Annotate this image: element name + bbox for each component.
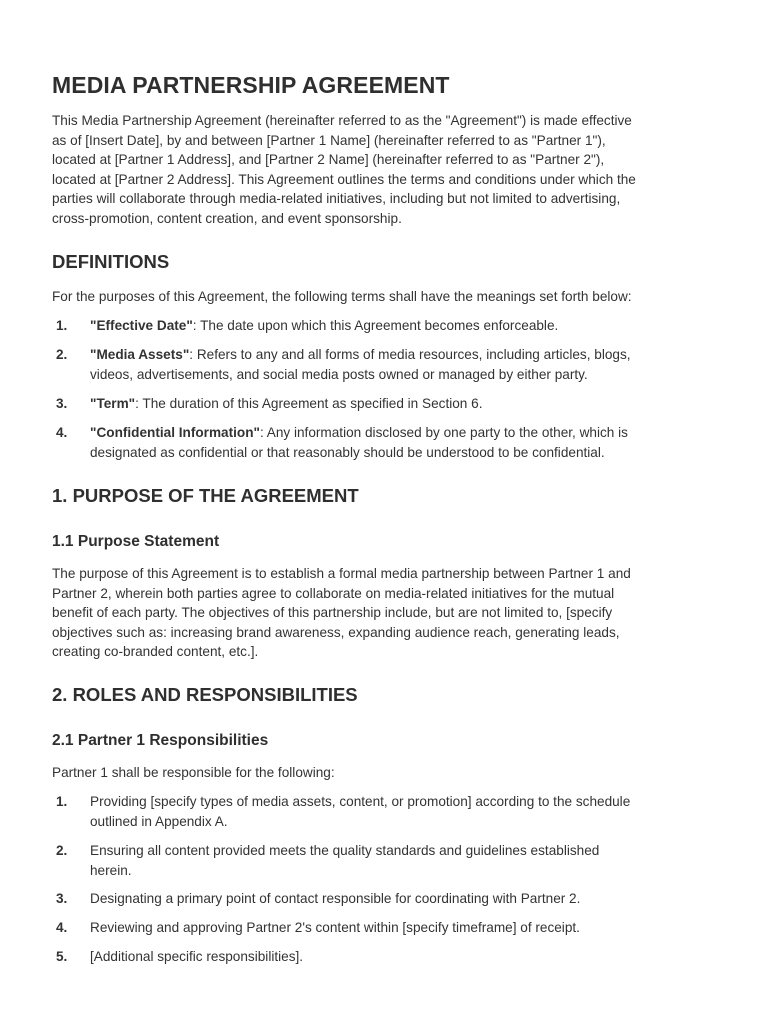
list-number: 2. (56, 843, 68, 858)
purpose-line: Partner 2, wherein both parties agree to collaborate on media-related initiatives for the mutual (52, 585, 615, 601)
responsibilities-lead: Partner 1 shall be responsible for the following: (52, 765, 335, 780)
purpose-paragraph (52, 564, 732, 662)
definitions-lead: For the purposes of this Agreement, the following terms shall have the meanings set forth below: (52, 289, 632, 304)
document-title: MEDIA PARTNERSHIP AGREEMENT (52, 72, 450, 98)
definition-text: : Any information disclosed by one party to the other, which is (259, 425, 628, 440)
purpose-line: benefit of each party. The objectives of this partnership include, but are not limited to, [specify (52, 605, 613, 620)
responsibility-text: [Additional specific responsibilities]. (90, 949, 304, 964)
section-2-heading: 2. ROLES AND RESPONSIBILITIES (52, 684, 358, 705)
intro-line: parties will collaborate through media-related initiatives, including but not limited to advertising, (52, 191, 621, 206)
list-number: 1. (56, 794, 68, 809)
section-1-1-heading: 1.1 Purpose Statement (52, 533, 220, 550)
definition-term: "Term" (90, 396, 136, 411)
responsibility-text: outlined in Appendix A. (90, 813, 228, 829)
section-2-1-heading: 2.1 Partner 1 Responsibilities (52, 732, 269, 749)
section-1-heading: 1. PURPOSE OF THE AGREEMENT (52, 485, 359, 506)
responsibility-text: Designating a primary point of contact responsible for coordinating with Partner 2. (90, 891, 581, 906)
intro-line: as of [Insert Date], by and between [Partner 1 Name] (hereinafter referred to as "Partner 1"), (52, 132, 606, 148)
intro-line: located at [Partner 1 Address], and [Partner 2 Name] (hereinafter referred to as "Partner 2"), (52, 152, 605, 167)
definition-term: "Effective Date" (90, 318, 193, 333)
definition-text: : The duration of this Agreement as specified in Section 6. (135, 396, 483, 411)
intro-paragraph (52, 111, 732, 228)
list-number: 4. (56, 920, 68, 935)
definition-text: videos, advertisements, and social media posts owned or managed by either party. (90, 366, 588, 382)
list-number: 2. (56, 347, 68, 362)
list-number: 5. (56, 949, 68, 964)
definitions-heading: DEFINITIONS (52, 251, 170, 272)
purpose-line: The purpose of this Agreement is to establish a formal media partnership between Partner 1 and (52, 566, 631, 581)
list-number: 1. (56, 318, 68, 333)
list-number: 3. (56, 891, 68, 906)
responsibility-text: Reviewing and approving Partner 2's content within [specify timeframe] of receipt. (90, 920, 580, 935)
responsibility-text: Ensuring all content provided meets the quality standards and guidelines established (90, 843, 600, 858)
responsibility-text: Providing [specify types of media assets, content, or promotion] according to the schedule (90, 794, 631, 809)
intro-line: This Media Partnership Agreement (hereinafter referred to as the "Agreement") is made effective (52, 113, 632, 128)
purpose-line: creating co-branded content, etc.]. (52, 644, 259, 659)
definition-text: : The date upon which this Agreement becomes enforceable. (192, 318, 559, 333)
definition-text: : Refers to any and all forms of media resources, including articles, blogs, (189, 347, 631, 362)
list-number: 4. (56, 425, 68, 440)
responsibility-text: herein. (90, 862, 132, 878)
intro-line: located at [Partner 2 Address]. This Agreement outlines the terms and conditions under which the (52, 171, 636, 187)
definition-text: designated as confidential or that reasonably should be understood to be confidential. (90, 444, 605, 460)
list-number: 3. (56, 396, 68, 411)
intro-line: cross-promotion, content creation, and event sponsorship. (52, 210, 402, 226)
definition-term: "Media Assets" (90, 347, 190, 362)
purpose-line: objectives such as: increasing brand awareness, expanding audience reach, generating leads, (52, 624, 620, 640)
definition-term: "Confidential Information" (90, 425, 260, 440)
